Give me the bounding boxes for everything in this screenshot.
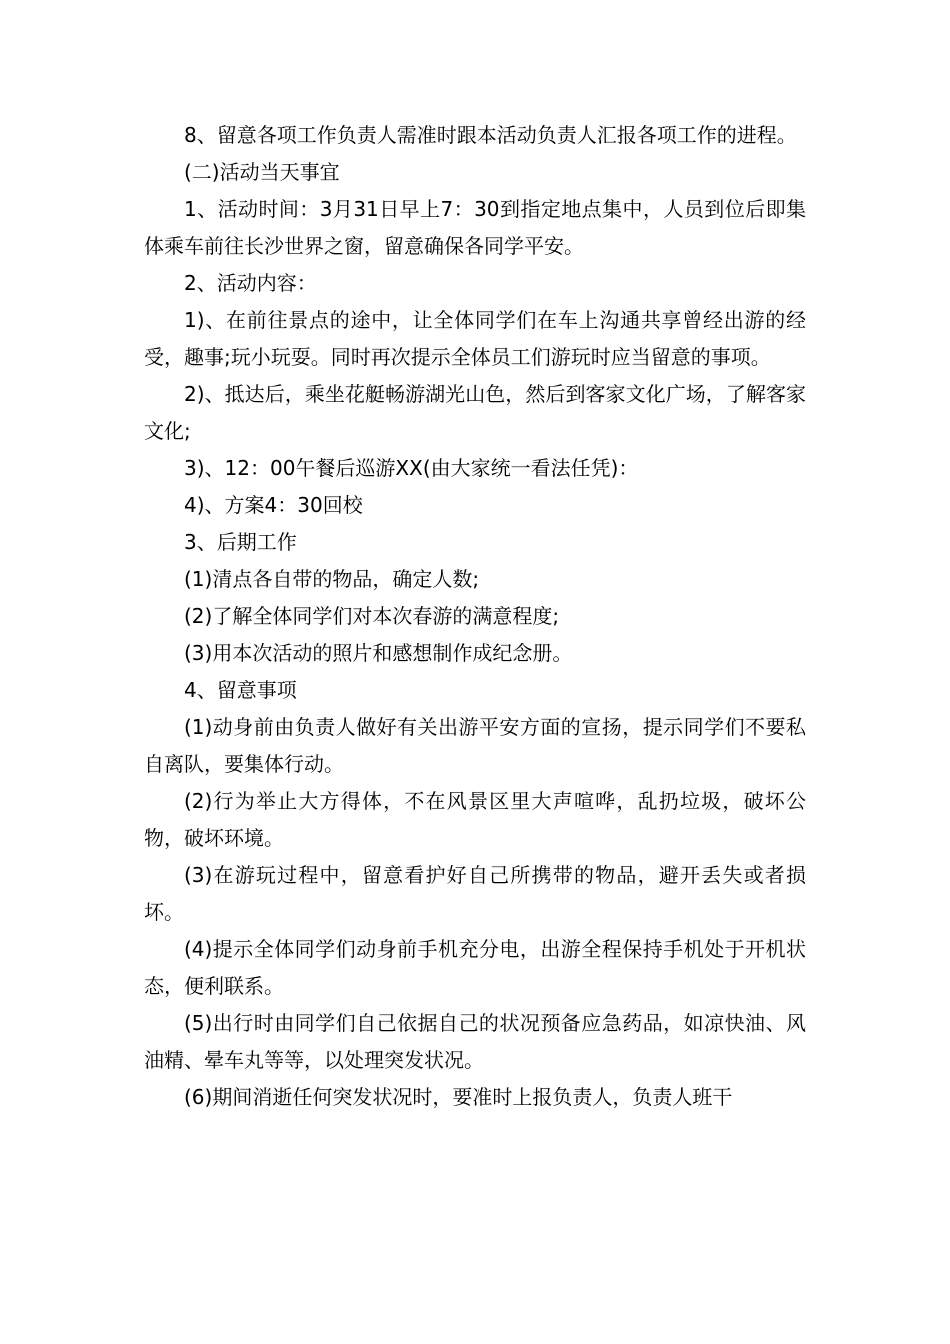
subheading: 4、留意事项 [184, 678, 297, 702]
list-item: (6)期间消逝任何突发状况时，要准时上报负责人，负责人班干 [184, 1085, 733, 1109]
paragraph: 3)、12：00午餐后巡游XX(由大家统一看法任凭)： [184, 456, 639, 480]
list-item: (2)了解全体同学们对本次春游的满意程度; [184, 604, 560, 628]
paragraph: 1、活动时间：3月31日早上7：30到指定地点集中，人员到位后即集体乘车前往长沙世界之窗，留意确保各同学平安。 [144, 197, 806, 258]
list-item: (3)用本次活动的照片和感想制作成纪念册。 [184, 641, 573, 665]
paragraph: 4)、方案4：30回校 [184, 493, 363, 517]
paragraph: 1)、在前往景点的途中，让全体同学们在车上沟通共享曾经出游的经受，趣事;玩小玩耍。同时再次提示全体员工们游玩时应当留意的事项。 [144, 308, 806, 369]
list-item: (3)在游玩过程中，留意看护好自己所携带的物品，避开丢失或者损坏。 [144, 863, 806, 924]
section-heading: (二)活动当天事宜 [184, 160, 340, 184]
list-item: (2)行为举止大方得体，不在风景区里大声喧哗，乱扔垃圾，破坏公物，破坏环境。 [144, 789, 806, 850]
subheading: 3、后期工作 [184, 530, 297, 554]
list-item: (1)动身前由负责人做好有关出游平安方面的宣扬，提示同学们不要私自离队，要集体行动。 [144, 715, 806, 776]
list-item: (5)出行时由同学们自己依据自己的状况预备应急药品，如凉快油、风油精、晕车丸等等，以处理突发状况。 [144, 1011, 806, 1072]
paragraph: 8、留意各项工作负责人需准时跟本活动负责人汇报各项工作的进程。 [184, 123, 797, 147]
subheading: 2、活动内容： [184, 271, 317, 295]
paragraph: 2)、抵达后，乘坐花艇畅游湖光山色，然后到客家文化广场，了解客家文化; [144, 382, 806, 443]
list-item: (4)提示全体同学们动身前手机充分电，出游全程保持手机处于开机状态，便利联系。 [144, 937, 806, 998]
document-body [144, 117, 806, 1116]
list-item: (1)清点各自带的物品，确定人数; [184, 567, 480, 591]
